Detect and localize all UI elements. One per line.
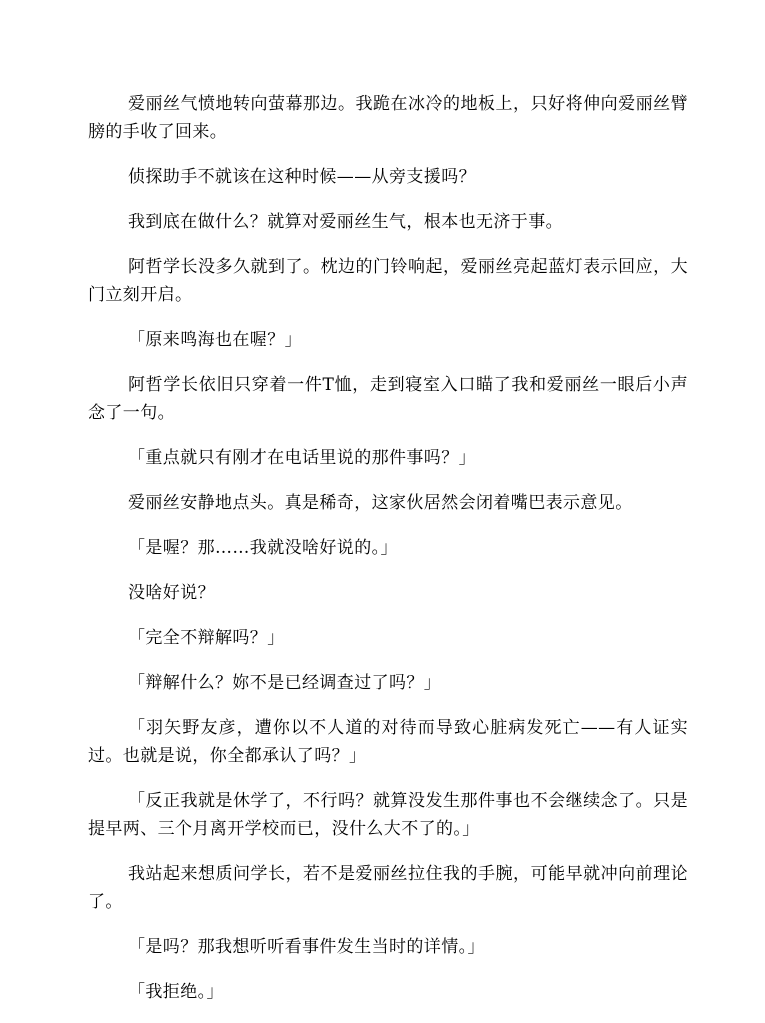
paragraph: 我到底在做什么？就算对爱丽丝生气，根本也无济于事。 [128,212,563,232]
paragraph: 我站起来想质问学长，若不是爱丽丝拉住我的手腕，可能早就冲向前理论了。 [88,864,688,912]
paragraph: 阿哲学长依旧只穿着一件T恤，走到寝室入口瞄了我和爱丽丝一眼后小声念了一句。 [88,375,688,423]
paragraph: 爱丽丝安静地点头。真是稀奇，这家伙居然会闭着嘴巴表示意见。 [128,493,633,513]
paragraph: 没啥好说？ [128,583,215,603]
paragraph: 「反正我就是休学了，不行吗？就算没发生那件事也不会继续念了。只是提早两、三个月离开学校而已，没什么大不了的。」 [88,791,688,839]
paragraph: 「我拒绝。」 [128,982,224,1002]
document-body [88,90,688,1023]
paragraph: 阿哲学长没多久就到了。枕边的门铃响起，爱丽丝亮起蓝灯表示回应，大门立刻开启。 [88,257,688,305]
paragraph: 爱丽丝气愤地转向萤幕那边。我跪在冰冷的地板上，只好将伸向爱丽丝臂膀的手收了回来。 [88,94,688,142]
paragraph: 「羽矢野友彦，遭你以不人道的对待而导致心脏病发死亡——有人证实过。也就是说，你全都承认了吗？」 [88,718,688,766]
paragraph: 「重点就只有刚才在电话里说的那件事吗？」 [128,448,476,468]
paragraph: 「辩解什么？妳不是已经调查过了吗？」 [128,673,442,693]
paragraph: 「完全不辩解吗？」 [128,628,285,648]
paragraph: 侦探助手不就该在这种时候——从旁支援吗？ [128,167,476,187]
paragraph: 「原来鸣海也在喔？」 [128,330,302,350]
paragraph: 「是喔？那……我就没啥好说的。」 [128,538,398,558]
paragraph: 「是吗？那我想听听看事件发生当时的详情。」 [128,937,485,957]
